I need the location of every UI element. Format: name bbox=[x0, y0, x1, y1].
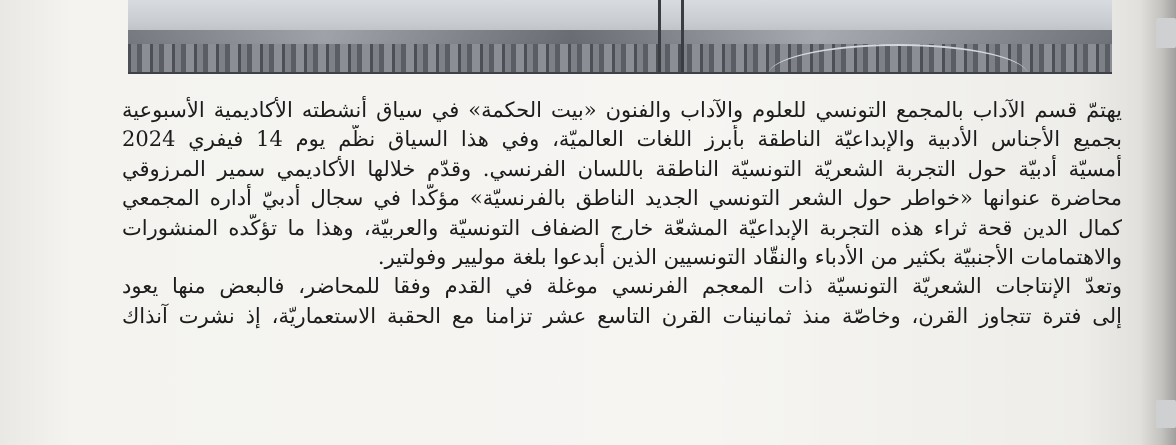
photo-pole bbox=[681, 0, 684, 72]
photo-pole bbox=[658, 0, 661, 72]
article-line: بجميع الأجناس الأدبية والإبداعيّة الناطقة بأبرز اللغات العالميّة، وفي هذا السياق نظّم يوم 14 فيفري 2024 bbox=[122, 127, 1122, 152]
article-line: محاضرة عنوانها «خواطر حول الشعر التونسي الجديد الناطق بالفرنسيّة» مؤكّدا في سجال أدبيّ أداره المجمعي bbox=[122, 186, 1122, 211]
article-line: يهتمّ قسم الآداب بالمجمع التونسي للعلوم والآداب والفنون «بيت الحكمة» في سياق أنشطته الأكاديمية الأسبوعية bbox=[122, 98, 1122, 122]
article-line: وتعدّ الإنتاجات الشعريّة التونسيّة ذات المعجم الفرنسي موغلة في القدم وفقا للمحاضر، فالبعض منها يعود bbox=[122, 274, 1122, 299]
photo-building-band bbox=[128, 30, 1112, 44]
article-line: والاهتمامات الأجنبيّة بكثير من الأدباء والنقّاد التونسيين الذين أبدعوا بلغة موليير وفولتير. bbox=[377, 244, 1122, 269]
scan-edge-shadow bbox=[1140, 0, 1176, 445]
article-line: أمسيّة أدبيّة حول التجربة الشعريّة التونسيّة الناطقة باللسان الفرنسي. وقدّم خلالها الأكاديمي سمير المرزوقي bbox=[122, 156, 1122, 181]
scan-edge-mark bbox=[1156, 400, 1176, 428]
article-line: إلى فترة تتجاوز القرن، وخاصّة منذ ثمانينات القرن التاسع عشر تزامنا مع الحقبة الاستعماريّة، إذ نشرت آنذاك bbox=[122, 303, 1122, 328]
scan-edge-mark bbox=[1156, 18, 1176, 48]
article-photo bbox=[128, 0, 1112, 74]
article-body bbox=[122, 96, 1122, 331]
article-line: كمال الدين قحة ثراء هذه التجربة الإبداعيّة المشعّة خارج الضفاف التونسيّة والعربيّة، وهذا ما تؤكّده المنشورات bbox=[122, 215, 1122, 240]
